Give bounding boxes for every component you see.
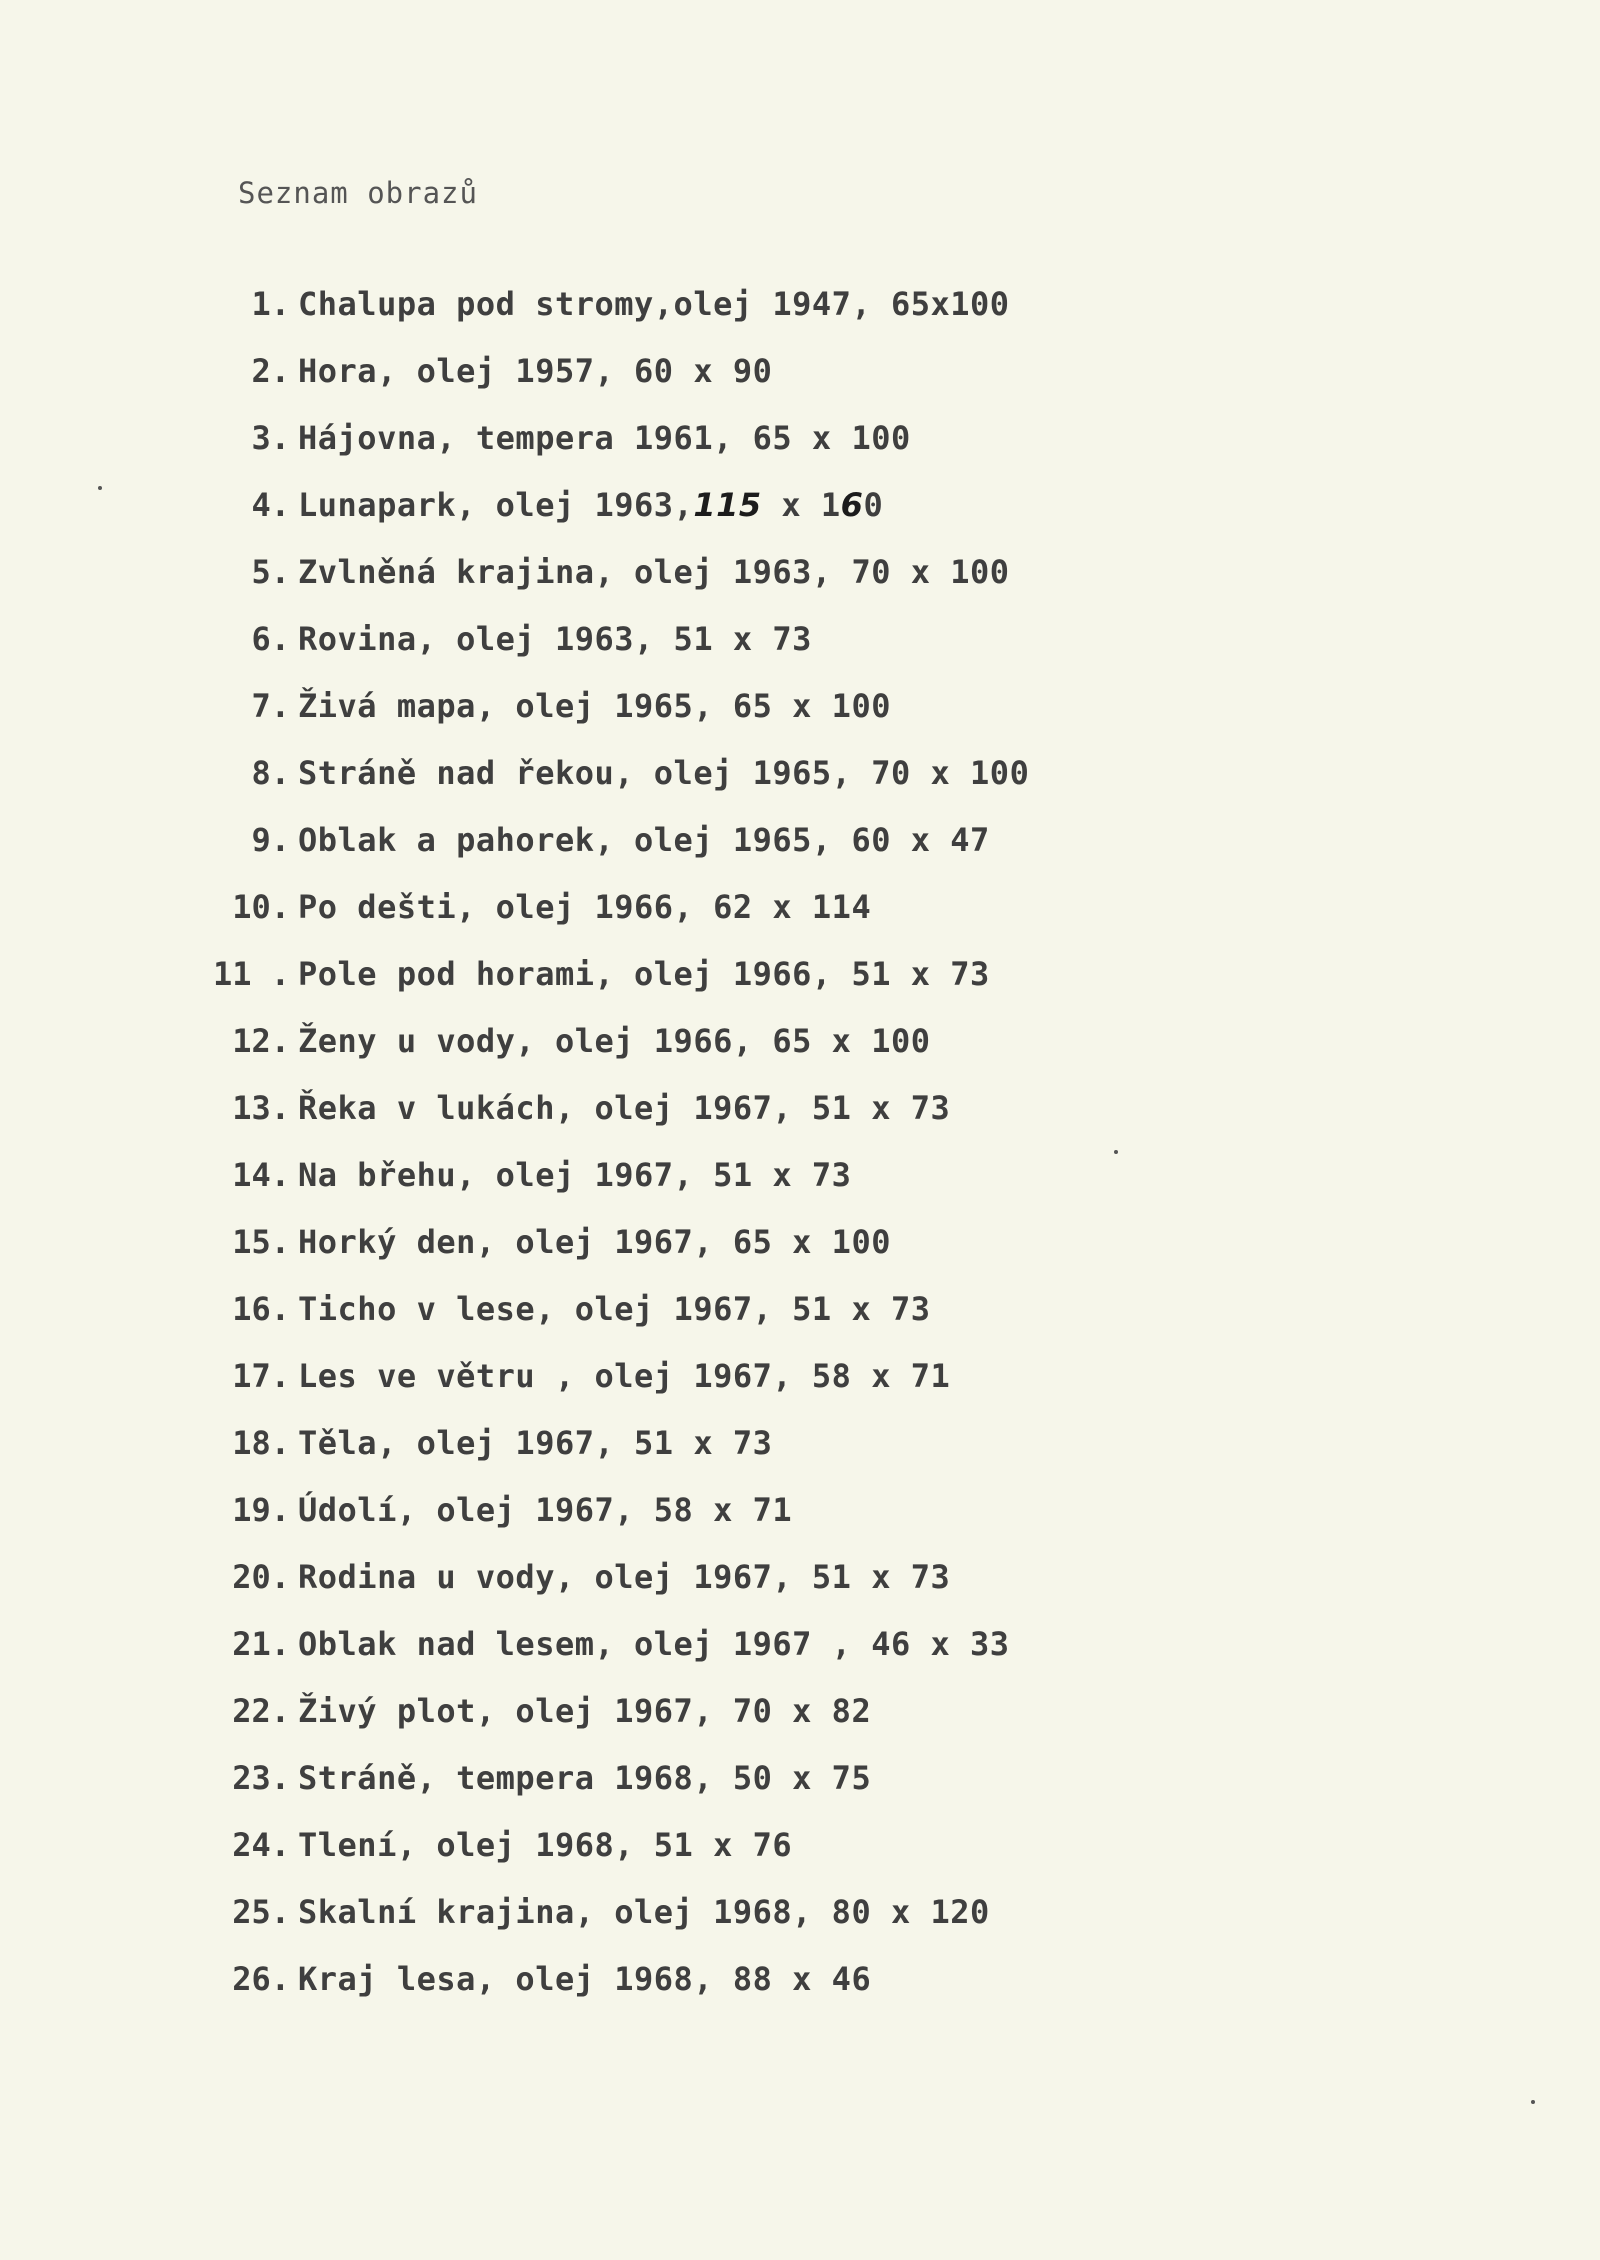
- item-text: Pole pod horami, olej 1966, 51 x 73: [298, 955, 990, 993]
- list-item: [0, 1418, 1600, 1485]
- list-item: [0, 1753, 1600, 1820]
- item-text: Na břehu, olej 1967, 51 x 73: [298, 1156, 852, 1194]
- list-item: [0, 681, 1600, 748]
- list-item: [0, 1150, 1600, 1217]
- item-text: Kraj lesa, olej 1968, 88 x 46: [298, 1960, 872, 1998]
- item-text-corrected: [298, 480, 883, 530]
- list-item: [0, 413, 1600, 480]
- item-number: 3.: [251, 419, 290, 457]
- list-item: [0, 1686, 1600, 1753]
- paper-speck: [1531, 2100, 1535, 2104]
- item-number: 9.: [251, 821, 290, 859]
- list-item: [0, 1887, 1600, 1954]
- list-item: [0, 1820, 1600, 1887]
- list-item: [0, 748, 1600, 815]
- list-item: [0, 1954, 1600, 2021]
- item-number: 20.: [232, 1558, 290, 1596]
- item-text: Živý plot, olej 1967, 70 x 82: [298, 1692, 872, 1730]
- item-text: Ticho v lese, olej 1967, 51 x 73: [298, 1290, 931, 1328]
- item-number: 11 .: [212, 955, 290, 993]
- list-item: [0, 346, 1600, 413]
- typed-text: x 1: [761, 486, 841, 524]
- list-item: [0, 1217, 1600, 1284]
- handwritten-correction: 6: [840, 486, 864, 524]
- paper-speck: [98, 486, 102, 490]
- list-item: [0, 1351, 1600, 1418]
- item-number: 17.: [232, 1357, 290, 1395]
- item-number: 8.: [251, 754, 290, 792]
- list-item: [0, 949, 1600, 1016]
- page-title: Seznam obrazů: [238, 176, 478, 210]
- item-number: 6.: [251, 620, 290, 658]
- item-text: Řeka v lukách, olej 1967, 51 x 73: [298, 1089, 951, 1127]
- item-number: 21.: [232, 1625, 290, 1663]
- item-text: Po dešti, olej 1966, 62 x 114: [298, 888, 872, 926]
- list-item: [0, 1016, 1600, 1083]
- item-number: 25.: [232, 1893, 290, 1931]
- item-text: Těla, olej 1967, 51 x 73: [298, 1424, 773, 1462]
- item-text: Živá mapa, olej 1965, 65 x 100: [298, 687, 891, 725]
- item-text: Oblak a pahorek, olej 1965, 60 x 47: [298, 821, 990, 859]
- item-number: 24.: [232, 1826, 290, 1864]
- item-text: Horký den, olej 1967, 65 x 100: [298, 1223, 891, 1261]
- item-text: Údolí, olej 1967, 58 x 71: [298, 1491, 793, 1529]
- item-number: 2.: [251, 352, 290, 390]
- item-number: 10.: [232, 888, 290, 926]
- list-item: [0, 1083, 1600, 1150]
- list-item: [0, 1485, 1600, 1552]
- item-number: 1.: [251, 285, 290, 323]
- item-number: 13.: [232, 1089, 290, 1127]
- item-text: Rodina u vody, olej 1967, 51 x 73: [298, 1558, 951, 1596]
- item-number: 4.: [251, 486, 290, 524]
- item-number: 18.: [232, 1424, 290, 1462]
- item-number: 5.: [251, 553, 290, 591]
- paper-speck: [1114, 1150, 1118, 1154]
- item-text: Stráně, tempera 1968, 50 x 75: [298, 1759, 872, 1797]
- item-number: 26.: [232, 1960, 290, 1998]
- list-item: [0, 1284, 1600, 1351]
- typed-text: Lunapark, olej 1963,: [298, 486, 694, 524]
- item-text: Zvlněná krajina, olej 1963, 70 x 100: [298, 553, 1010, 591]
- item-text: Rovina, olej 1963, 51 x 73: [298, 620, 812, 658]
- typed-text: 0: [863, 486, 884, 524]
- list-item: [0, 815, 1600, 882]
- list-item: [0, 1552, 1600, 1619]
- item-number: 19.: [232, 1491, 290, 1529]
- handwritten-correction: 115: [693, 486, 762, 524]
- item-number: 12.: [232, 1022, 290, 1060]
- item-number: 22.: [232, 1692, 290, 1730]
- item-number: 16.: [232, 1290, 290, 1328]
- item-text: Stráně nad řekou, olej 1965, 70 x 100: [298, 754, 1030, 792]
- item-number: 23.: [232, 1759, 290, 1797]
- item-text: Hora, olej 1957, 60 x 90: [298, 352, 773, 390]
- item-text: Skalní krajina, olej 1968, 80 x 120: [298, 1893, 990, 1931]
- item-text: Tlení, olej 1968, 51 x 76: [298, 1826, 793, 1864]
- item-number: 14.: [232, 1156, 290, 1194]
- item-text: Oblak nad lesem, olej 1967 , 46 x 33: [298, 1625, 1010, 1663]
- list-item: [0, 547, 1600, 614]
- item-text: Ženy u vody, olej 1966, 65 x 100: [298, 1022, 931, 1060]
- item-number: 7.: [251, 687, 290, 725]
- list-item: [0, 480, 1600, 547]
- list-item: [0, 279, 1600, 346]
- list-item: [0, 614, 1600, 681]
- list-item: [0, 882, 1600, 949]
- list-item: [0, 1619, 1600, 1686]
- item-text: Chalupa pod stromy,olej 1947, 65x100: [298, 285, 1010, 323]
- item-text: Les ve větru , olej 1967, 58 x 71: [298, 1357, 951, 1395]
- item-text: Hájovna, tempera 1961, 65 x 100: [298, 419, 911, 457]
- item-number: 15.: [232, 1223, 290, 1261]
- painting-list: [0, 279, 1600, 2021]
